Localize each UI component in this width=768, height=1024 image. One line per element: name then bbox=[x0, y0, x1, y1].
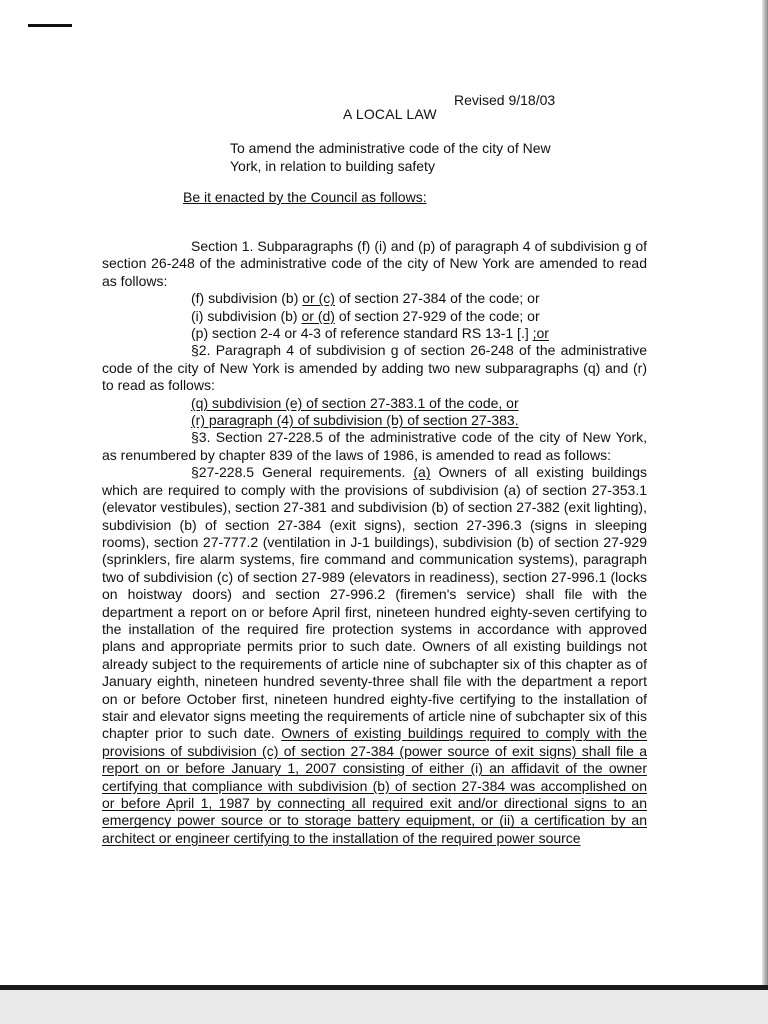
new-subparagraph-r bbox=[191, 412, 647, 429]
existing-text: Owners of all existing buildings which are required to comply with the provisions of subdivision (a) of section 27-353.1 (elevator vestibules), section 27-381 and subdivision (b) of section 27-382 (exit lighting), subdivision (b) of section 27-384 (exit signs), section 27-396.3 (signs in sleeping rooms), section 27-777.2 (ventilation in J-1 buildings), subdivision (b) of section 27-929 (sprinklers, fire alarm systems, fire command and communication systems), paragraph two of subdivision (c) of section 27-989 (elevators in readiness), section 27-996.1 (locks on hoistway doors) and section 27-996.2 (firemen's service) shall file with the department a report on or before April first, nineteen hundred eighty-seven certifying to the installation of the required fire protection systems in accordance with approved plans and appropriate permits prior to such date. Owners of all existing buildings not already subject to the requirements of article nine of subchapter six of this chapter as of January eighth, nineteen hundred seventy-three shall file with the department a report on or before October first, nineteen hundred eighty-five certifying to the installation of stair and elevator signs meeting the requirements of article nine of subchapter six of this chapter prior to such date. bbox=[102, 464, 647, 742]
law-title: A LOCAL LAW bbox=[343, 106, 437, 122]
new-subparagraph-q bbox=[191, 395, 647, 412]
subparagraph-i-text-b: of section 27-929 of the code; or bbox=[334, 307, 540, 324]
subparagraph-r-text: (r) paragraph (4) of subdivision (b) of section 27-383. bbox=[191, 412, 519, 429]
purpose-clause: To amend the administrative code of the city of New York, in relation to building safety bbox=[230, 140, 551, 174]
revision-date: Revised 9/18/03 bbox=[454, 92, 556, 108]
subparagraph-f bbox=[191, 290, 647, 307]
section-heading: §27-228.5 General requirements. bbox=[191, 464, 414, 481]
subparagraph-f-insertion: or (c) bbox=[302, 290, 335, 307]
law-body bbox=[102, 238, 647, 847]
scan-bottom-band bbox=[0, 985, 768, 1024]
subparagraph-p bbox=[191, 325, 647, 342]
subparagraph-i bbox=[191, 308, 647, 325]
section-1-intro: Section 1. Subparagraphs (f) (i) and (p) of paragraph 4 of subdivision g of section 26-248 of the administrative code of the city of New York are amended to read as follows: bbox=[102, 238, 647, 289]
section-2-intro: §2. Paragraph 4 of subdivision g of section 26-248 of the administrative code of the city of New York is amended by adding two new subparagraphs (q) and (r) to read as follows: bbox=[102, 342, 647, 394]
section-3-intro: §3. Section 27-228.5 of the administrative code of the city of New York, as renumbered by chapter 839 of the laws of 1986, is amended to read as follows: bbox=[102, 429, 647, 463]
enacting-clause: Be it enacted by the Council as follows: bbox=[183, 189, 427, 205]
scan-edge-right bbox=[762, 0, 768, 1024]
section-27-228-5-text bbox=[102, 464, 647, 847]
subparagraph-i-text-a: (i) subdivision (b) bbox=[191, 307, 302, 324]
subdivision-a-label: (a) bbox=[413, 464, 431, 481]
subparagraph-i-insertion: or (d) bbox=[301, 307, 335, 324]
scan-bottom-rule bbox=[0, 985, 768, 990]
subparagraph-p-insertion: ;or bbox=[532, 325, 549, 342]
subparagraph-q-text: (q) subdivision (e) of section 27-383.1 of the code, or bbox=[191, 394, 519, 411]
subparagraph-p-text: (p) section 2-4 or 4-3 of reference standard RS 13-1 [.] bbox=[191, 325, 533, 342]
scan-corner-mark bbox=[28, 24, 72, 27]
subparagraph-f-text-b: of section 27-384 of the code; or bbox=[334, 290, 540, 307]
amendment-text: Owners of existing buildings required to comply with the provisions of subdivision (c) of section 27-384 (power source of exit signs) shall file a report on or before January 1, 2007 consisting of either (i) an affidavit of the owner certifying that compliance with subdivision (b) of section 27-384 was accomplished on or before April 1, 1987 by connecting all required exit and/or directional signs to an emergency power source or to storage battery equipment, or (ii) a certification by an architect or engineer certifying to the installation of the required power source bbox=[102, 725, 647, 846]
subparagraph-f-text-a: (f) subdivision (b) bbox=[191, 290, 303, 307]
